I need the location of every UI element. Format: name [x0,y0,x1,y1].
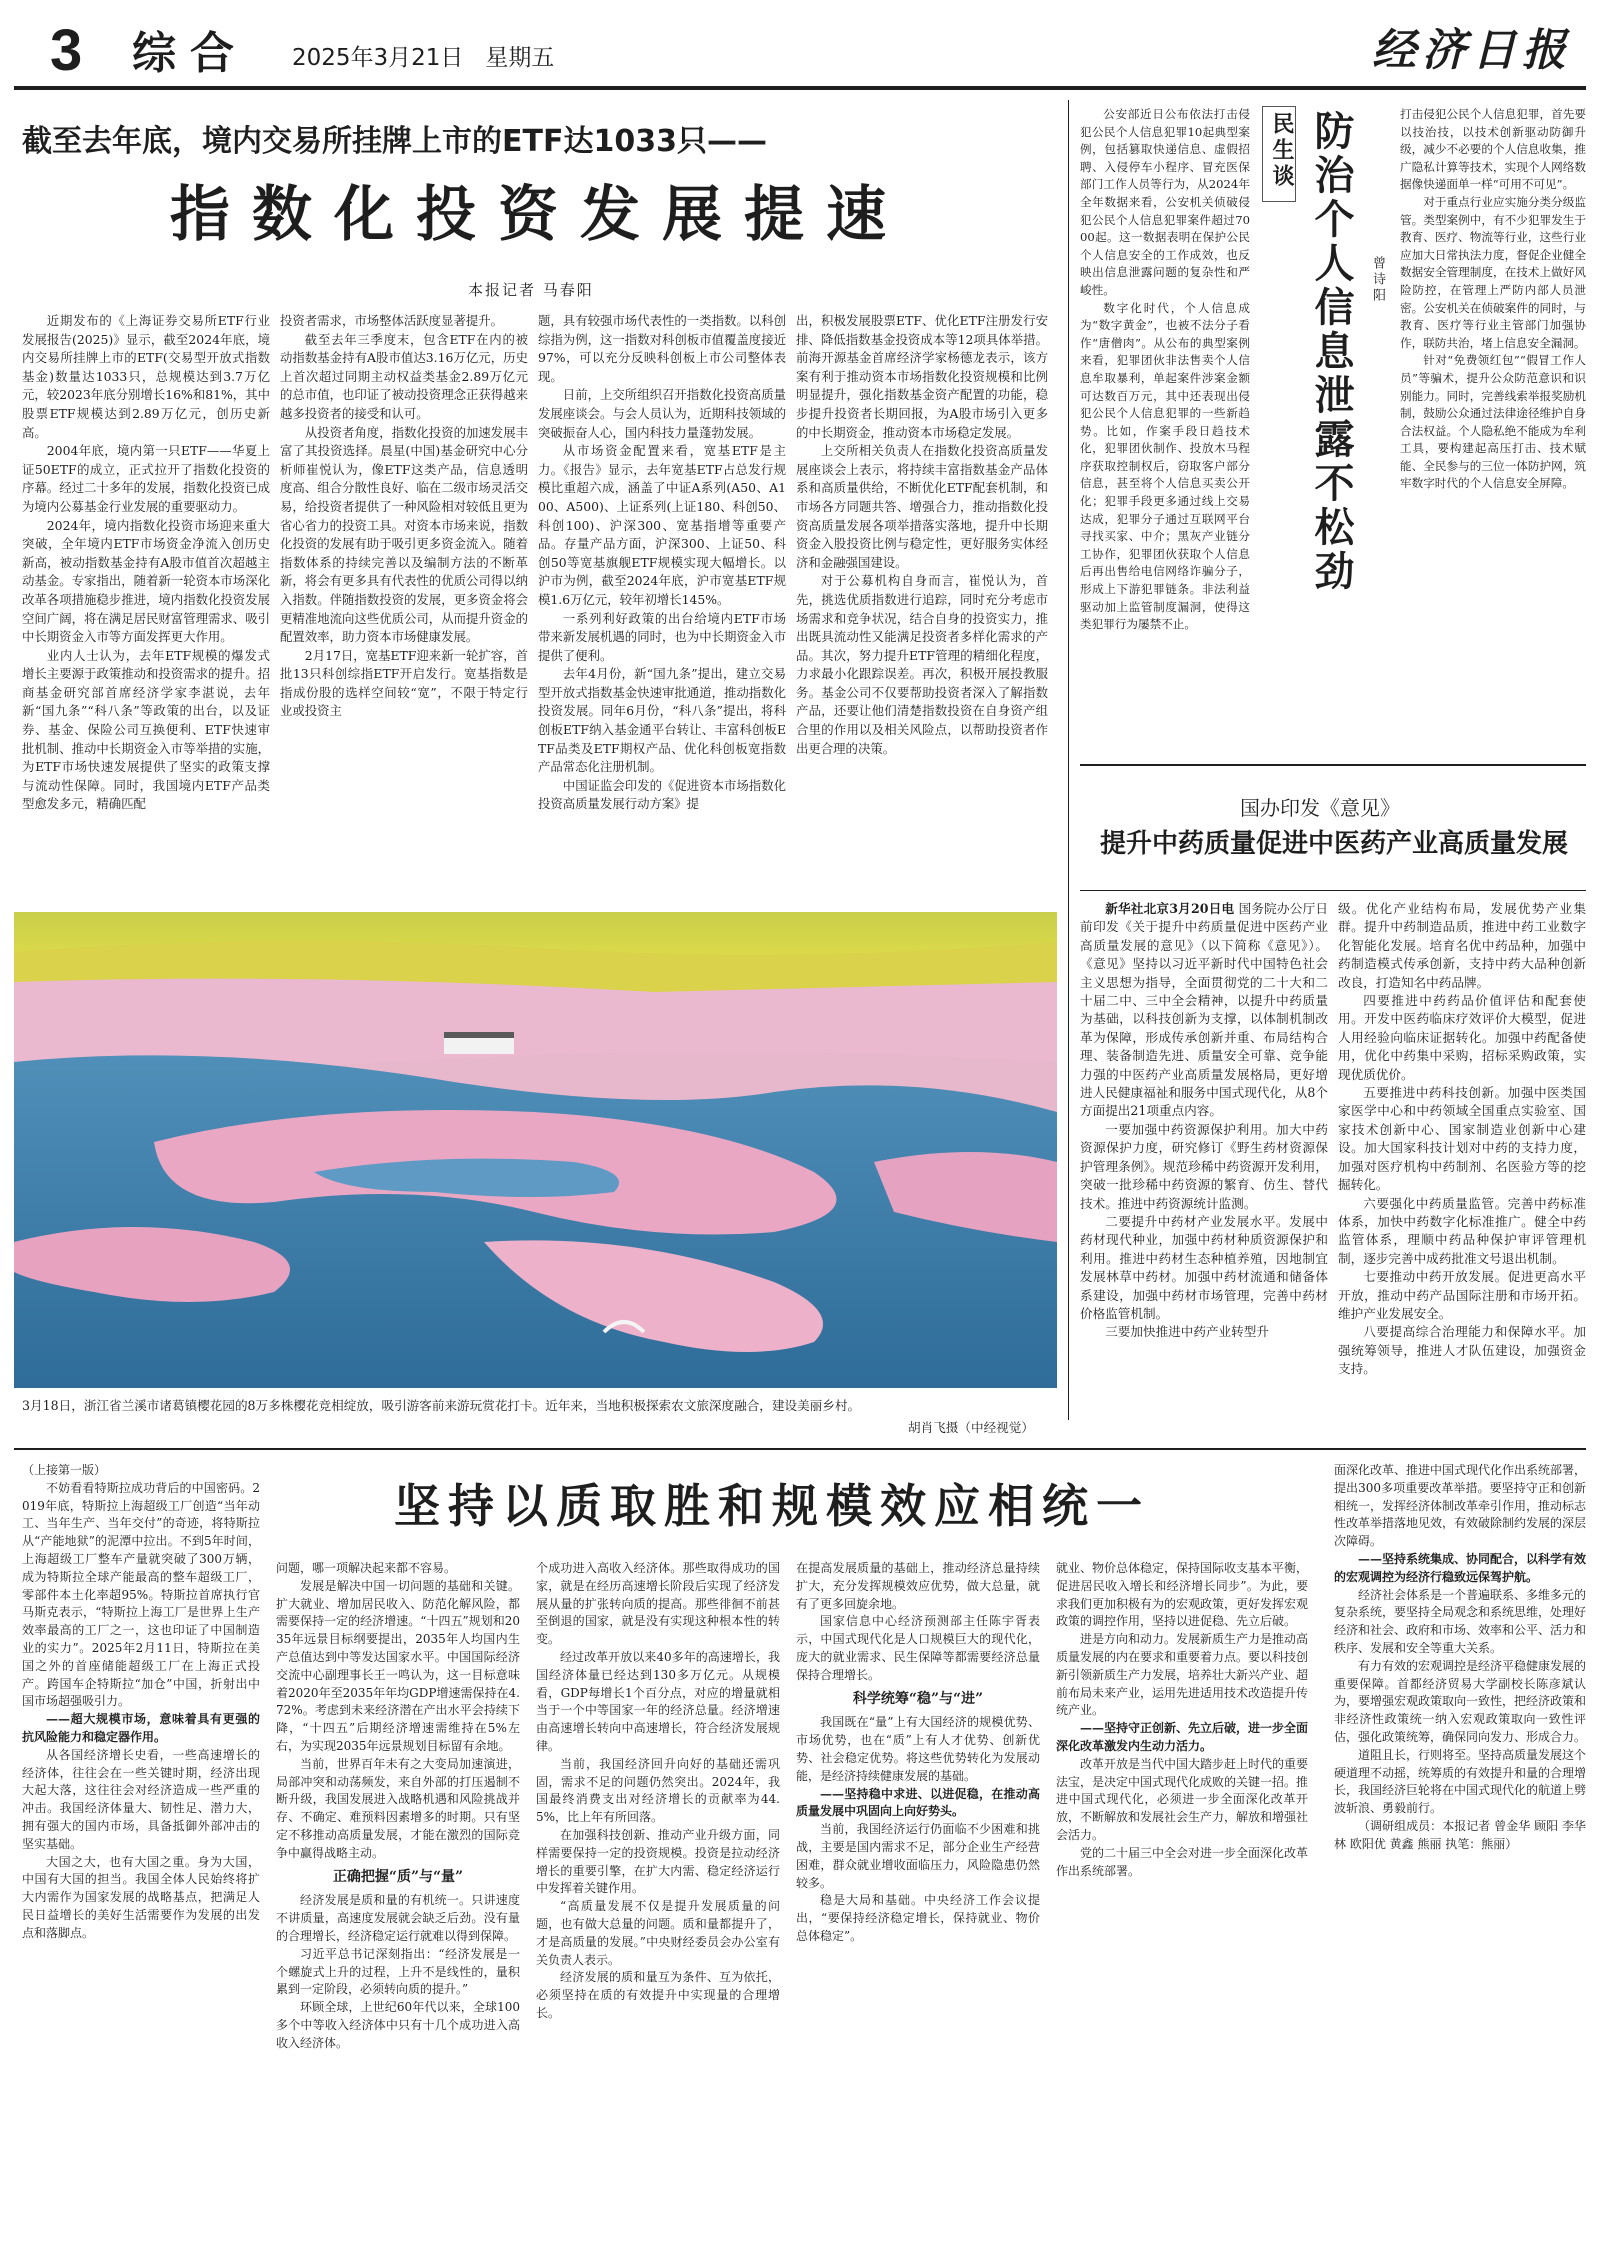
paragraph: ——超大规模市场，意味着具有更强的抗风险能力和稳定器作用。 [22,1712,260,1744]
paragraph: 有力有效的宏观调控是经济平稳健康发展的重要保障。首都经济贸易大学副校长陈彦斌认为，要增强宏观政策取向一致性，把经济政策和非经济性政策统一纳入宏观政策取向一致性评估，强化政策统筹，确保同向发力、形成合力。 [1334,1658,1586,1744]
etf-column-2 [280,312,528,898]
quality-column-5 [1056,1560,1308,2252]
paragraph: ——坚持稳中求进、以进促稳，在推动高质量发展中巩固向上向好势头。 [796,1786,1040,1819]
paragraph: 打击侵犯公民个人信息犯罪，首先要以技治技，以技术创新驱动防御升级，减少不必要的个人信息收集，推广隐私计算等技术，实现个人网络数据像快递面单一样“可用不可见”。 [1400,107,1586,192]
paragraph: 级。优化产业结构布局，发展优势产业集群。提升中药制造品质，推进中药工业数字化智能化发展。培育名优中药品种，加强中药制造模式传承创新，支持中药大品种创新改良，打造知名中药品牌。 [1338,901,1586,990]
paragraph: 一系列利好政策的出台给境内ETF市场带来新发展机遇的同时，也为中长期资金入市提供了便利。 [538,610,786,663]
commentary-author: 曾诗阳 [1370,256,1385,304]
paragraph: 数字化时代，个人信息成为“数字黄金”，也被不法分子看作“唐僧肉”。从公布的典型案例来看，犯罪团伙非法售卖个人信息牟取暴利，单起案件涉案金额可达数百万元，其中还表现出侵犯公民个人信息犯罪的一些新趋势。比如，作案手段日趋技术化，犯罪团伙制作、投放木马程序获取控制权后，窃取客户部分信息，甚至将个人信息买卖公开化；犯罪手段更多通过线上交易达成，犯罪分子通过互联网平台寻找买家、中介；黑灰产业链分工协作，犯罪团伙获取个人信息后再出售给电信网络诈骗分子，形成上下游犯罪链条。非法利益驱动加上监管制度漏洞，使得这类犯罪行为屡禁不止。 [1080,300,1250,632]
right-column-divider [1068,100,1069,1420]
commentary-column-2 [1400,106,1586,746]
section-name: 综合 [132,28,248,79]
quality-column-2 [276,1560,520,2252]
cherry-blossom-photo [14,912,1057,1388]
paragraph: 改革开放是当代中国大踏步赶上时代的重要法宝，是决定中国式现代化成败的关键一招。推进中国式现代化，必须进一步全面深化改革开放，不断解放和发展社会生产力，解放和增强社会活力。 [1056,1756,1308,1842]
paragraph: 习近平总书记深刻指出：“经济发展是一个螺旋式上升的过程，上升不是线性的，量积累到一定阶段，必须转向质的提升。” [276,1946,520,1997]
etf-headline: 指数化投资发展提速 [170,180,908,250]
paragraph: 对于重点行业应实施分类分级监管。类型案例中，有不少犯罪发生于教育、医疗、物流等行业，这些行业应加大日常执法力度，督促企业健全数据安全管理制度，在技术上做好风险防控，在管理上严防内部人员泄密。公安机关在侦破案件的同时，与教育、医疗等行业主管部门加强协作，联防共治，堵上信息安全漏洞。 [1400,194,1586,350]
issue-weekday: 星期五 [485,45,555,71]
quality-column-1 [22,1462,260,2252]
paragraph: 去年4月份，新“国九条”提出，建立交易型开放式指数基金快速审批通道，推动指数化投资发展。同年6月份，“科八条”提出，将科创板ETF纳入基金通平台转让、丰富科创板ETF品类及ETF期权产品、优化科创板宽指数产品常态化注册机制。 [538,666,786,775]
paragraph: 中国证监会印发的《促进资本市场指数化投资高质量发展行动方案》提 [538,777,786,812]
paragraph: 业内人士认为，去年ETF规模的爆发式增长主要源于政策推动和投资需求的提升。招商基金研究部首席经济学家李湛说，去年新“国九条”“科八条”等政策的出台，以及证券、基金、保险公司互换便利、ETF快速审批机制、推动中长期资金入市等举措的实施，为ETF市场快速发展提供了坚实的政策支撑与流动性保障。同时，我国境内ETF产品类型愈发多元，精确匹配 [22,647,270,812]
paragraph: 六要强化中药质量监管。完善中药标准体系，加快中药数字化标准推广。健全中药监管体系，理顺中药品种保护审评管理机制，逐步完善中成药批准文号退出机制。 [1338,1195,1586,1266]
paragraph: 七要推动中药开放发展。促进更高水平开放，推动中药产品国际注册和市场开拓。维护产业发展安全。 [1338,1269,1586,1321]
paragraph: （上接第一版） [22,1463,107,1477]
paragraph: 日前，上交所组织召开指数化投资高质量发展座谈会。与会人员认为，近期科技领域的突破振奋人心，国内科技力量蓬勃发展。 [538,387,786,440]
paragraph: 经济发展的质和量互为条件、互为依托，必须坚持在质的有效提升中实现量的合理增长。 [536,1970,780,2020]
paragraph: 针对“免费领红包”“假冒工作人员”等骗术，提升公众防范意识和识别能力。同时，完善线索举报奖励机制，鼓励公众通过法律途径维护自身合法权益。个人隐私绝不能成为牟利工具，要构建起高压打击、技术赋能、全民参与的三位一体防护网，筑牢数字时代的个人信息安全屏障。 [1400,353,1586,491]
tcm-top-rule [1080,764,1586,766]
paragraph: 2月17日，宽基ETF迎来新一轮扩容，首批13只科创综指ETF开启发行。宽基指数是指成份股的选样空间较“宽”，不限于特定行业或投资主 [280,647,528,719]
paragraph: 国家信息中心经济预测部主任陈宇胥表示，中国式现代化是人口规模巨大的现代化，庞大的就业需求、民生保障等都需要经济总量保持合理增长。 [796,1614,1040,1682]
paragraph: 八要提高综合治理能力和保障水平。加强统筹领导，推进人才队伍建设，加强资金支持。 [1338,1324,1586,1377]
paragraph: 经济社会体系是一个普遍联系、多维多元的复杂系统，要坚持全局观念和系统思维，处理好经济和社会、政府和市场、效率和公平、活力和秩序、发展和安全等重大关系。 [1334,1587,1586,1655]
cherry-blossom-illustration [14,912,1057,1388]
paragraph: 经过改革开放以来40多年的高速增长，我国经济体量已经达到130多万亿元。从规模看，GDP每增长1个百分点，对应的增量就相当于一个中等国家一年的经济总量。经济增速由高速增长转向中高速增长，符合经济发展规律。 [536,1649,780,1753]
paragraph: 一要加强中药资源保护利用。加大中药资源保护力度，研究修订《野生药材资源保护管理条例》。规范珍稀中药资源开发利用，突破一批珍稀中药资源的繁育、仿生、替代技术。推进中药资源统计监测。 [1080,1121,1328,1211]
etf-column-3 [538,312,786,898]
paragraph: 稳是大局和基础。中央经济工作会议提出，“要保持经济稳定增长，保持就业、物价总体稳定”。 [796,1893,1040,1943]
paragraph: 2004年底，境内第一只ETF——华夏上证50ETF的成立，正式拉开了指数化投资的序幕。经过二十多年的发展，指数化投资已成为境内公募基金行业发展的重要驱动力。 [22,443,270,514]
paragraph: 四要推进中药药品价值评估和配套使用。开发中医药临床疗效评价大模型，促进人用经验向临床证据转化。加强中药配备使用，优化中药集中采购，招标采购政策，实现优质优价。 [1338,993,1586,1082]
section-separator [14,1448,1586,1450]
paragraph: 当前，我国经济回升向好的基础还需巩固，需求不足的问题仍然突出。2024年，我国最终消费支出对经济增长的贡献率为44.5%，比上年有所回落。 [536,1756,780,1825]
paragraph: 近期发布的《上海证券交易所ETF行业发展报告(2025)》显示，截至2024年底，境内交易所挂牌上市的ETF(交易型开放式指数基金)数量达1033只，总规模达到3.7万亿元，较2023年底分别增长16%和81%，其中股票ETF规模达到2.89万亿元，创历史新高。 [22,313,270,440]
page-number: 3 [50,18,83,83]
paragraph: 五要推进中药科技创新。加强中医类国家医学中心和中药领域全国重点实验室、国家技术创新中心、国家制造业创新中心建设。加大国家科技计划对中药的支持力度，加强对医疗机构中药制剂、名医验方等的挖掘转化。 [1338,1085,1586,1193]
paragraph: 对于公募机构自身而言，崔悦认为，首先，挑选优质指数进行追踪，同时充分考虑市场需求和竞争状况，结合自身的投资实力，推出既具流动性又能满足投资者多样化需求的产品。其次，努力提升ETF管理的精细化程度，力求最小化跟踪误差。再次，积极开展投教服务。基金公司不仅要帮助投资者深入了解指数产品，还要让他们清楚指数投资在自身资产组合里的作用以及相关风险点，以帮助投资者作出更合理的决策。 [796,573,1048,756]
etf-byline: 本报记者 马春阳 [468,281,594,299]
paragraph: 面深化改革、推进中国式现代化作出系统部署，提出300多项重要改革举措。要坚持守正和创新相统一，发挥经济体制改革牵引作用，推动标志性改革举措落地见效，有效破除制约发展的深层次障碍。 [1334,1463,1586,1549]
paragraph: 当前，我国经济运行仍面临不少困难和挑战，主要是国内需求不足，部分企业生产经营困难，群众就业增收面临压力，风险隐患仍然较多。 [796,1822,1040,1890]
paragraph: 截至去年三季度末，包含ETF在内的被动指数基金持有A股市值达3.16万亿元，历史上首次超过同期主动权益类基金2.89万亿元的总市值，也印证了被动投资理念正获得越来越多投资者的接受和认可。 [280,331,528,421]
photo-caption: 3月18日，浙江省兰溪市诸葛镇樱花园的8万多株樱花竞相绽放，吸引游客前来游玩赏花打卡。近年来，当地积极探索农文旅深度融合，建设美丽乡村。 [22,1398,861,1413]
commentary-title: 防治个人信息泄露不松劲 [1308,110,1354,594]
paragraph: 从市场资金配置来看，宽基ETF是主力。《报告》显示，去年宽基ETF占总发行规模比重超六成，涵盖了中证A系列(A50、A100、A500)、上证系列(上证180、科创50、科创100)、沪深300、宽基指增等重要产品。存量产品方面，沪深300、上证50、科创50等宽基旗舰ETF规模实现大幅增长。以沪市为例，截至2024年底，沪市宽基ETF规模1.6万亿元，较年初增长145%。 [538,443,786,607]
quality-subhead-2: 科学统筹“稳”与“进” [852,1690,984,1707]
tcm-column-2 [1338,900,1586,1430]
quality-headline: 坚持以质取胜和规模效应相统一 [394,1479,1150,1533]
paragraph: 经济发展是质和量的有机统一。只讲速度不讲质量，高速度发展就会缺乏后劲。没有量的合理增长，经济稳定运行就难以得到保障。 [276,1893,520,1943]
paragraph: 道阻且长，行则将至。坚持高质量发展这个硬道理不动摇，统筹质的有效提升和量的合理增长，我国经济巨轮将在中国式现代化的航道上劈波斩浪、勇毅前行。 [1334,1747,1586,1816]
paragraph: （调研组成员：本报记者 曾金华 顾阳 李华林 欧阳优 黄鑫 熊丽 执笔：熊丽） [1334,1818,1586,1851]
paragraph: 2024年，境内指数化投资市场迎来重大突破，全年境内ETF市场资金净流入创历史新高，被动指数基金持有A股市值首次超越主动基金。专家指出，随着新一轮资本市场深化改革各项措施稳步推进，境内指数化投资发展空间广阔，将在满足居民财富管理需求、吸引中长期资金入市等方面发挥更大作用。 [22,517,270,645]
etf-column-1 [22,312,270,898]
quality-column-3 [536,1560,780,2252]
commentary-column-1 [1080,106,1250,746]
paragraph: 不妨看看特斯拉成功背后的中国密码。2019年底，特斯拉上海超级工厂创造“当年动工、当年生产、当年交付”的奇迹，将特斯拉从“产能地狱”的泥潭中拉出。不到5年时间，上海超级工厂整车产量就突破了300万辆，成为特斯拉全球产能最高的整车超级工厂，零部件本土化率超95%。特斯拉首席执行官马斯克表示，“特斯拉上海工厂是世界上生产效率最高的工厂之一，这也印证了中国制造业的实力”。2025年2月11日，特斯拉在美国之外的首座储能超级工厂在上海正式投产。跨国车企特斯拉“加仓”中国，折射出中国市场超强吸引力。 [22,1480,260,1709]
issue-date: 2025年3月21日 星期五 [292,45,555,71]
paragraph: 出，积极发展股票ETF、优化ETF注册发行安排、降低指数基金投资成本等12项具体举措。前海开源基金首席经济学家杨德龙表示，该方案有利于推动资本市场指数化投资规模和比例明显提升，强化指数基金资产配置的功能，稳步提升投资者长期回报，为A股市场引入更多的中长期资金，推动资本市场稳定发展。 [796,313,1048,440]
paragraph: 三要加快推进中药产业转型升 [1105,1324,1269,1340]
paragraph: 问题，哪一项解决起来都不容易。 [276,1561,457,1575]
paragraph: 发展是解决中国一切问题的基础和关键。扩大就业、增加居民收入、防范化解风险，都需要保持一定的经济增速。“十四五”规划和2035年远景目标纲要提出，2035年人均国内生产总值达到中等发达国家水平。中国国际经济交流中心副理事长王一鸣认为，这一目标意味着2020年至2035年年均GDP增速需保持在4.72%。考虑到未来经济潜在产出水平会持续下降，“十四五”后期经济增速需维持在5%左右，为实现2035年远景规划目标留有余地。 [276,1578,520,1753]
paragraph: ——坚持系统集成、协同配合，以科学有效的宏观调控为经济行稳致远保驾护航。 [1334,1551,1586,1584]
paragraph: 新华社北京3月20日电 国务院办公厅日前印发《关于提升中药质量促进中医药产业高质量发展的意见》（以下简称《意见》）。《意见》坚持以习近平新时代中国特色社会主义思想为指导，全面贯彻党的二十大和二十届二中、三中全会精神，以提升中药质量为基础，以科技创新为支撑，以体制机制改革为保障，形成传承创新并重、布局结构合理、装备制造先进、质量安全可靠、竞争能力强的中医药产业高质量发展格局，更好增进人民健康福祉和服务中国式现代化，从8个方面提出21项重点内容。 [1080,901,1328,1119]
etf-column-4 [796,312,1048,898]
paragraph: 题，具有较强市场代表性的一类指数。以科创综指为例，这一指数对科创板市值覆盖度接近97%，可以充分反映科创板上市公司整体表现。 [538,313,786,384]
paragraph: 当前，世界百年未有之大变局加速演进，局部冲突和动荡频发，来自外部的打压遏制不断升级，我国发展进入战略机遇和风险挑战并存、不确定、难预料因素增多的时期。只有坚定不移推动高质量发展，才能在激烈的国际竞争中赢得战略主动。 [276,1756,520,1860]
paragraph: 从投资者角度，指数化投资的加速发展丰富了其投资选择。晨星(中国)基金研究中心分析师崔悦认为，像ETF这类产品，信息透明度高、组合分散性良好、临在二级市场灵活交易，给投资者提供了一种风险相对较低且更为省心省力的投资工具。对资本市场来说，指数化投资的发展有助于吸引更多资金流入。随着指数体系的持续完善以及编制方法的不断革新，将会有更多具有代表性的优质公司得以纳入指数。伴随指数投资的发展，更多资金将会更精准地流向这些优质公司，从而提升资金的配置效率，助力资本市场健康发展。 [280,424,528,645]
paragraph: 上交所相关负责人在指数化投资高质量发展座谈会上表示，将持续丰富指数基金产品体系和高质量供给，不断优化ETF配套机制，和市场各方同题共答、增强合力，推动指数化投资高质量发展各项举措落实落地，提升中长期资金入股投资比例与稳定性，更好服务实体经济和金融强国建设。 [796,443,1048,570]
paragraph: 公安部近日公布依法打击侵犯公民个人信息犯罪10起典型案例，包括篡取快递信息、虚假招聘、入侵停车小程序、冒充医保部门工作人员等行为，从2024年全年数据来看，公安机关侦破侵犯公民个人信息犯罪案件超过7000起。这一数据表明在保护公民个人信息安全的工作成效，也反映出信息泄露问题的复杂性和严峻性。 [1080,107,1250,297]
quality-column-6 [1334,1462,1586,2252]
tcm-headline: 提升中药质量促进中医药产业高质量发展 [1100,829,1569,859]
paragraph: 个成功进入高收入经济体。那些取得成功的国家，就是在经历高速增长阶段后实现了经济发展从量的扩张转向质的提高。那些徘徊不前甚至倒退的国家，就是没有实现这种根本性的转变。 [536,1561,780,1647]
quality-column-4 [796,1560,1040,2252]
paragraph: 二要提升中药材产业发展水平。发展中药材现代种业，加强中药材种质资源保护和利用。推进中药材生态种植养殖，因地制宜发展林草中药材。加强中药材流通和储备体系建设，加强中药材市场管理，完善中药材价格监管机制。 [1080,1213,1328,1321]
photo-credit: 胡肖飞摄（中经视觉） [908,1420,1034,1435]
tcm-dateline: 新华社北京3月20日电 [1105,901,1235,916]
tcm-kicker: 国办印发《意见》 [1240,796,1400,820]
paragraph: 在加强科技创新、推动产业升级方面，同样需要保持一定的投资规模。投资是拉动经济增长的重要引擎，在扩大内需、稳定经济运行中发挥着关键作用。 [536,1827,780,1896]
paragraph: 大国之大，也有大国之重。身为大国，中国有大国的担当。我国全体人民始终将扩大内需作为国家发展的战略基点，把满足人民日益增长的美好生活需要作为发展的出发点和落脚点。 [22,1854,260,1940]
tcm-head-rule [1080,890,1586,891]
commentary-label: 民生谈 [1269,112,1294,190]
header-rule [14,86,1586,90]
paragraph: 就业、物价总体稳定，保持国际收支基本平衡，促进居民收入增长和经济增长同步”。为此，要求我们更加积极有为的宏观政策，更好发挥宏观政策的调控作用，坚持以进促稳、先立后破。 [1056,1561,1308,1629]
paragraph: 进是方向和动力。发展新质生产力是推动高质量发展的内在要求和重要着力点。要以科技创新引领新质生产力发展，培养壮大新兴产业、超前布局未来产业，运用先进适用技术改造提升传统产业。 [1056,1632,1308,1718]
paragraph: ——坚持守正创新、先立后破，进一步全面深化改革激发内生动力活力。 [1056,1721,1308,1753]
paragraph: 投资者需求，市场整体活跃度显著提升。 [280,313,504,328]
etf-kicker: 截至去年底，境内交易所挂牌上市的ETF达1033只—— [22,124,767,159]
paragraph: 党的二十届三中全会对进一步全面深化改革作出系统部署。 [1056,1845,1308,1878]
paragraph: 从各国经济增长史看，一些高速增长的经济体，往往会在一些关键时期，经济出现大起大落，这往往会对经济造成一些严重的冲击。我国经济体量大、韧性足、潜力大，拥有强大的国内市场，具备抵御外部冲击的坚实基础。 [22,1747,260,1851]
paragraph: 我国既在“量”上有大国经济的规模优势、市场优势，也在“质”上有人才优势、创新优势、社会稳定优势。将这些优势转化为发展动能，是经济持续健康发展的基础。 [796,1715,1040,1783]
masthead-logo: 经济日报 [1372,25,1572,76]
paragraph: 在提高发展质量的基础上，推动经济总量持续扩大，充分发挥规模效应优势，做大总量，就有了更多回旋余地。 [796,1561,1040,1611]
paragraph: “高质量发展不仅是提升发展质量的问题，也有做大总量的问题。质和量都提升了，才是高质量的发展。”中央财经委员会办公室有关负责人表示。 [536,1899,780,1967]
paragraph: 环顾全球，上世纪60年代以来，全球100多个中等收入经济体中只有十几个成功进入高收入经济体。 [276,2000,520,2050]
quality-subhead-1: 正确把握“质”与“量” [332,1868,464,1885]
tcm-column-1 [1080,900,1328,1430]
